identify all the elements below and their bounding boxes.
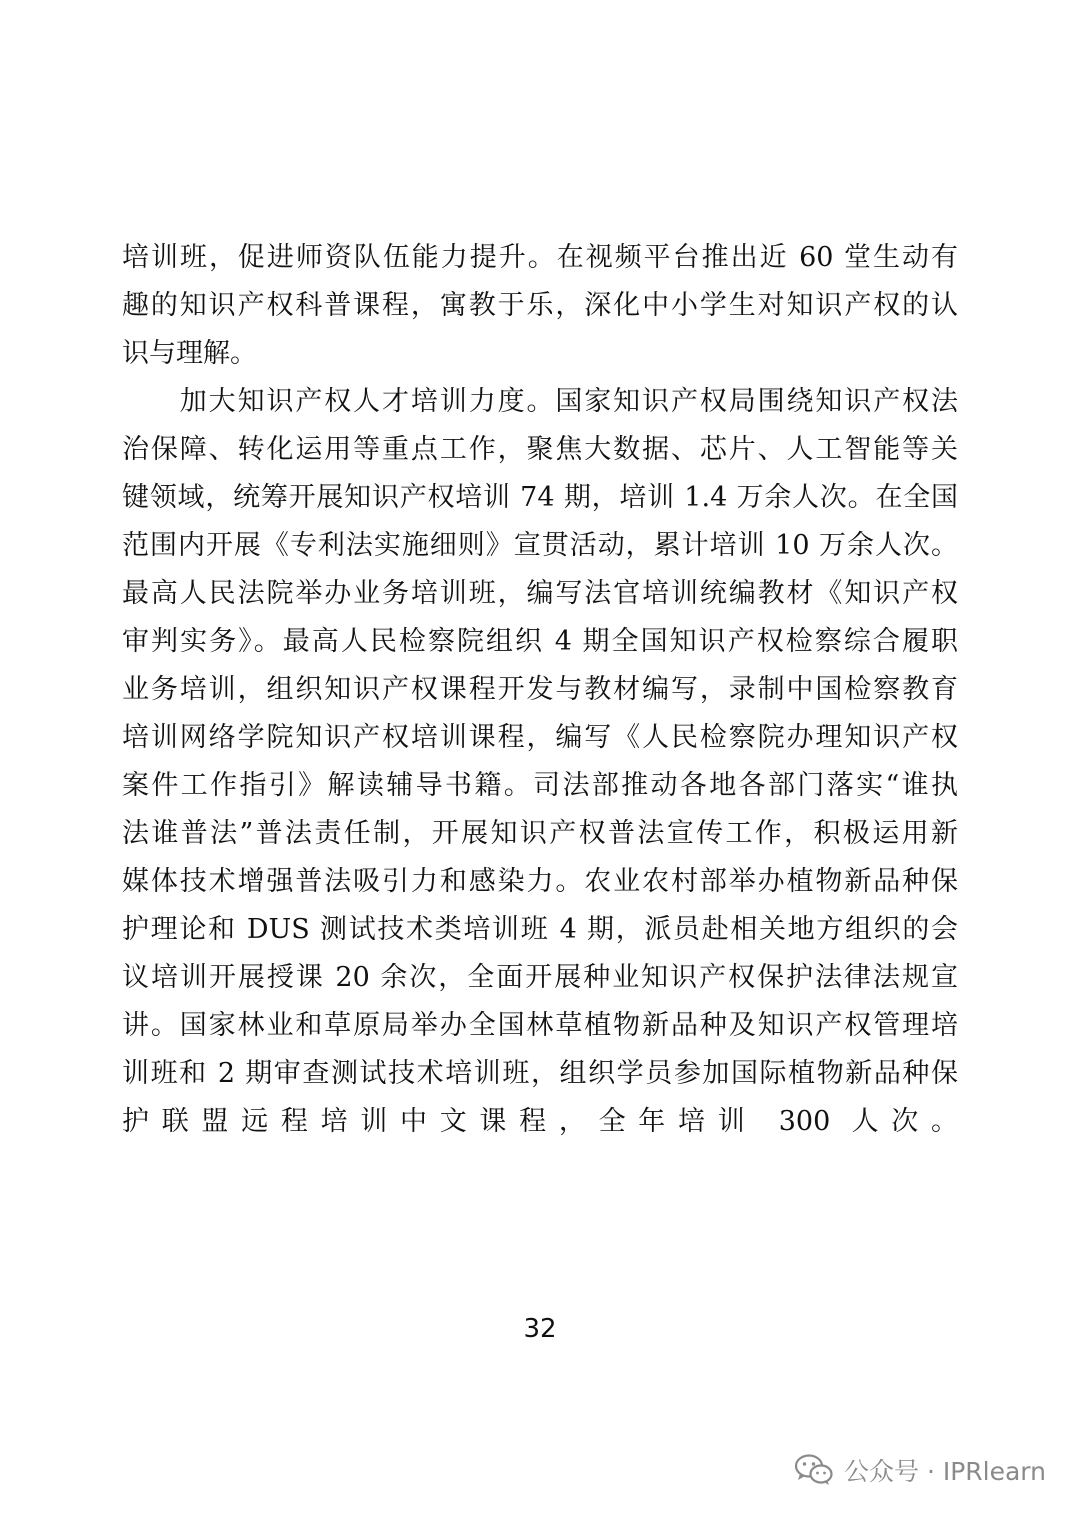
text-line: 媒体技术增强普法吸引力和感染力。农业农村部举办植物新品种保 [122,866,958,897]
text-line: 加大知识产权人才培训力度。国家知识产权局围绕知识产权法 [122,386,958,417]
text-line: 护联盟远程培训中文课程，全年培训 300 人次。 [122,1106,958,1137]
watermark [794,1452,1046,1488]
text-line: 讲。国家林业和草原局举办全国林草植物新品种及知识产权管理培 [122,1010,958,1041]
text-line: 治保障、转化运用等重点工作，聚焦大数据、芯片、人工智能等关 [122,434,958,465]
text-line: 训班和 2 期审查测试技术培训班，组织学员参加国际植物新品种保 [122,1058,958,1089]
wechat-icon [794,1453,834,1487]
text-line: 趣的知识产权科普课程，寓教于乐，深化中小学生对知识产权的认 [122,290,958,321]
watermark-text: 公众号 · IPRlearn [844,1457,1046,1486]
text-line [122,1146,958,1194]
paragraph [122,234,958,378]
text-line: 最高人民法院举办业务培训班，编写法官培训统编教材《知识产权 [122,578,958,609]
text-line: 培训班，促进师资队伍能力提升。在视频平台推出近 60 堂生动有 [122,242,958,273]
text-line: 培训网络学院知识产权培训课程，编写《人民检察院办理知识产权 [122,722,958,753]
text-line: 识与理解。 [122,338,257,369]
text-line: 范围内开展《专利法实施细则》宣贯活动，累计培训 10 万余人次。 [122,530,958,561]
paragraph [122,378,958,1194]
text-line: 案件工作指引》解读辅导书籍。司法部推动各地各部门落实“谁执 [122,770,958,801]
page-number: 32 [523,1314,557,1344]
text-line: 审判实务》。最高人民检察院组织 4 期全国知识产权检察综合履职 [122,626,958,657]
document-body [122,234,958,1194]
text-line: 法谁普法”普法责任制，开展知识产权普法宣传工作，积极运用新 [122,818,958,849]
text-line: 业务培训，组织知识产权课程开发与教材编写，录制中国检察教育 [122,674,958,705]
text-line: 议培训开展授课 20 余次，全面开展种业知识产权保护法律法规宣 [122,962,958,993]
text-line: 护理论和 DUS 测试技术类培训班 4 期，派员赴相关地方组织的会 [122,914,958,945]
text-line: 键领域，统筹开展知识产权培训 74 期，培训 1.4 万余人次。在全国 [122,482,958,513]
